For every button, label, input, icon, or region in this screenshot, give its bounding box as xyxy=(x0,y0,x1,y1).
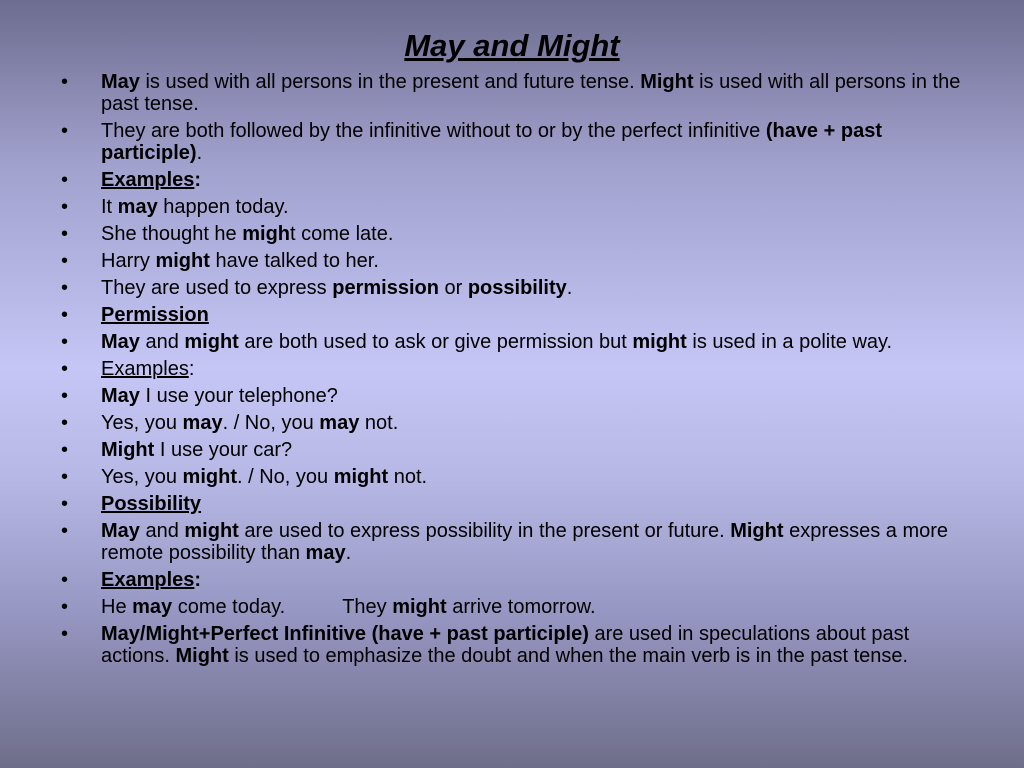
bold-text: : xyxy=(194,569,202,591)
bold-text: may xyxy=(132,596,173,618)
text-run: are used to express possibility in the present or future. xyxy=(238,520,731,542)
bold-text: May/Might+Perfect Infinitive (have + past participle) xyxy=(101,623,589,645)
text-run: is used in a polite way. xyxy=(686,331,893,353)
text-run: . / No, you xyxy=(236,466,334,488)
bold-text: migh xyxy=(242,223,291,245)
text-run: and xyxy=(139,331,185,353)
bold-text: may xyxy=(182,412,223,434)
text-run: come today. xyxy=(172,596,286,618)
text-run: : xyxy=(188,358,195,380)
bullet-item xyxy=(61,412,966,434)
text-run: not. xyxy=(359,412,399,434)
slide-title: May and Might xyxy=(404,28,620,63)
bullet-icon: • xyxy=(61,120,69,142)
bullet-item xyxy=(61,223,966,245)
text-run: . xyxy=(566,277,573,299)
bold-text: May xyxy=(101,520,140,542)
bullet-item xyxy=(61,196,966,218)
bullet-icon: • xyxy=(61,71,69,93)
bold-text: May xyxy=(101,71,140,93)
bold-text: possibility xyxy=(467,277,567,299)
bullet-icon: • xyxy=(61,304,69,326)
text-run: happen today. xyxy=(157,196,289,218)
bold-text: Examples xyxy=(101,169,195,191)
text-run: is used to emphasize the doubt and when the main verb is in the past tense. xyxy=(228,645,909,667)
bold-text: Might xyxy=(175,645,229,667)
bullet-item xyxy=(61,493,966,515)
bold-text: Examples xyxy=(101,569,195,591)
text-run: or xyxy=(438,277,468,299)
text-run: . / No, you xyxy=(222,412,320,434)
bold-text: Might xyxy=(101,439,155,461)
bullet-item xyxy=(61,596,966,618)
bold-text: Permission xyxy=(101,304,209,326)
bullet-icon: • xyxy=(61,358,69,380)
bullet-icon: • xyxy=(61,520,69,542)
bold-text: May xyxy=(101,331,140,353)
bullet-item xyxy=(61,250,966,272)
bullet-item xyxy=(61,569,966,591)
text-run: are used in speculations about past actions. xyxy=(101,623,910,667)
bullet-item xyxy=(61,623,966,667)
bold-text: permission xyxy=(332,277,439,299)
bold-text: may xyxy=(117,196,158,218)
text-run: Harry xyxy=(101,250,156,272)
bullet-item xyxy=(61,120,966,164)
text-run: They are both followed by the infinitive without to or by the perfect infinitive xyxy=(101,120,766,142)
text-run: Examples xyxy=(101,358,189,380)
bullet-list xyxy=(61,71,966,672)
bullet-item xyxy=(61,71,966,115)
text-run: They xyxy=(342,596,393,618)
bold-text: Might xyxy=(730,520,784,542)
bullet-icon: • xyxy=(61,385,69,407)
text-run: have talked to her. xyxy=(209,250,379,272)
bullet-item xyxy=(61,358,966,380)
bullet-icon: • xyxy=(61,623,69,645)
bullet-icon: • xyxy=(61,169,69,191)
bullet-icon: • xyxy=(61,250,69,272)
text-run: . xyxy=(196,142,203,164)
bullet-icon: • xyxy=(61,596,69,618)
bold-text: might xyxy=(155,250,210,272)
text-run: Yes, you xyxy=(101,412,183,434)
text-run: Yes, you xyxy=(101,466,183,488)
bullet-item xyxy=(61,520,966,564)
text-run: I use your telephone? xyxy=(139,385,338,407)
bullet-item xyxy=(61,385,966,407)
bold-text: might xyxy=(182,466,237,488)
bullet-icon: • xyxy=(61,412,69,434)
text-run: It xyxy=(101,196,118,218)
bold-text: might xyxy=(184,331,239,353)
bullet-icon: • xyxy=(61,493,69,515)
text-run: She thought he xyxy=(101,223,243,245)
text-run: . xyxy=(345,542,352,564)
text-run: arrive tomorrow. xyxy=(446,596,596,618)
text-run: t come late. xyxy=(290,223,394,245)
text-run: not. xyxy=(388,466,428,488)
bold-text: may xyxy=(319,412,360,434)
text-run: expresses a more remote possibility than xyxy=(101,520,949,564)
text-run: is used with all persons in the past tense. xyxy=(101,71,961,115)
bullet-item xyxy=(61,439,966,461)
text-run: are both used to ask or give permission but xyxy=(238,331,633,353)
bullet-icon: • xyxy=(61,196,69,218)
bold-text: might xyxy=(632,331,687,353)
bold-text: Might xyxy=(640,71,694,93)
text-run: is used with all persons in the present and future tense. xyxy=(139,71,641,93)
text-run: He xyxy=(101,596,133,618)
text-run: I use your car? xyxy=(154,439,293,461)
bold-text: might xyxy=(184,520,239,542)
bullet-item xyxy=(61,304,966,326)
bold-text: Possibility xyxy=(101,493,202,515)
bullet-icon: • xyxy=(61,439,69,461)
bullet-icon: • xyxy=(61,569,69,591)
bullet-item xyxy=(61,169,966,191)
bullet-item xyxy=(61,466,966,488)
bullet-icon: • xyxy=(61,223,69,245)
bold-text: might xyxy=(333,466,389,488)
text-run: and xyxy=(139,520,185,542)
bullet-icon: • xyxy=(61,331,69,353)
bold-text: May xyxy=(101,385,140,407)
text-run: They are used to express xyxy=(101,277,333,299)
bullet-icon: • xyxy=(61,277,69,299)
bold-text: may xyxy=(305,542,346,564)
bullet-icon: • xyxy=(61,466,69,488)
bold-text: (have + past participle) xyxy=(101,120,882,164)
bullet-item xyxy=(61,277,966,299)
bold-text: might xyxy=(392,596,447,618)
bold-text: : xyxy=(194,169,202,191)
bullet-item xyxy=(61,331,966,353)
